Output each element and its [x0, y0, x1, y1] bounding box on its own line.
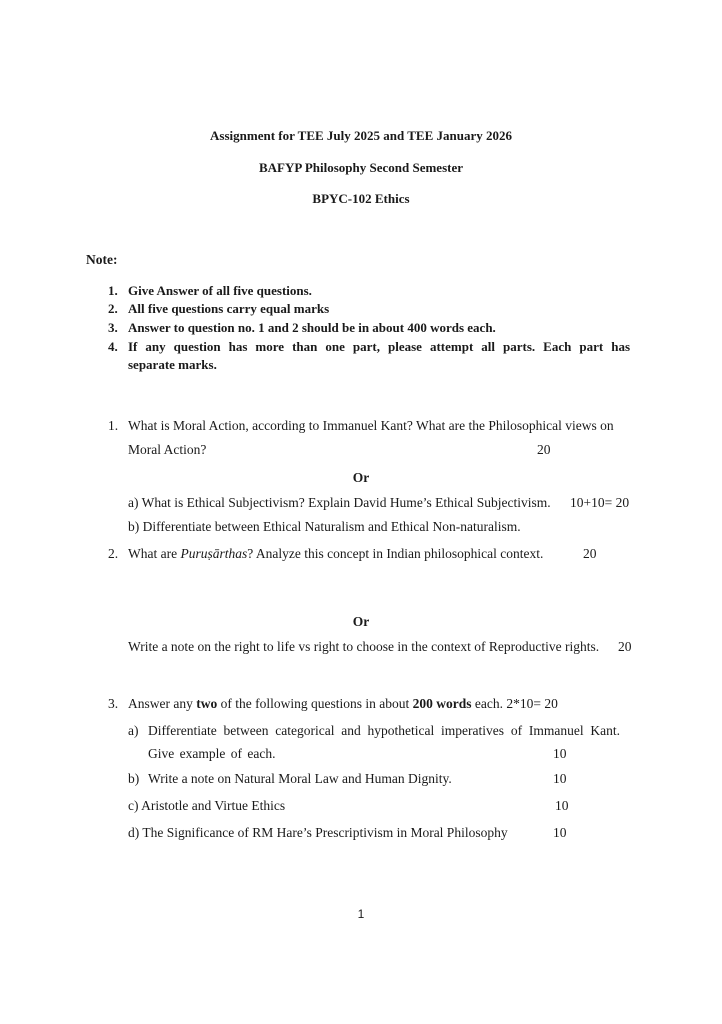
note-item-number: 4.	[108, 339, 118, 354]
note-item-text: Give Answer of all five questions.	[128, 283, 312, 298]
question-1-alt-a-marks: 10+10= 20	[570, 495, 630, 510]
sub-question-label: a)	[128, 723, 139, 738]
or-separator: Or	[352, 470, 370, 485]
note-item-text-continued: separate marks.	[128, 357, 217, 372]
question-3-emphasis-words: 200 words	[412, 696, 472, 711]
sub-question-d-marks: 10	[553, 825, 567, 840]
page-number: 1	[357, 907, 365, 921]
sub-question-d-text: d) The Significance of RM Hare’s Prescriptivism in Moral Philosophy	[128, 825, 508, 840]
question-3-post: each. 2*10= 20	[471, 696, 558, 711]
question-1-alt-b: b) Differentiate between Ethical Naturalism and Ethical Non-naturalism.	[128, 519, 521, 534]
question-1-text: What is Moral Action, according to Immanuel Kant? What are the Philosophical views on	[128, 418, 614, 433]
question-3-pre: Answer any	[128, 696, 197, 711]
question-1-marks: 20	[537, 442, 551, 457]
sub-question-a-text-continued: Give example of each.	[148, 746, 276, 761]
question-2-text	[128, 546, 543, 562]
question-3-text	[128, 696, 558, 712]
question-2-post: ? Analyze this concept in Indian philosophical context.	[247, 546, 544, 561]
note-label: Note:	[86, 252, 118, 267]
note-item-text: If any question has more than one part, please attempt all parts. Each part has	[128, 339, 630, 354]
question-3-emphasis-count: two	[196, 696, 218, 711]
question-2-alt-marks: 20	[618, 639, 632, 654]
note-item-number: 1.	[108, 283, 118, 298]
sub-question-label: b)	[128, 771, 140, 786]
question-1-alt-a: a) What is Ethical Subjectivism? Explain David Hume’s Ethical Subjectivism.	[128, 495, 551, 510]
sub-question-b-marks: 10	[553, 771, 567, 786]
question-number: 1.	[108, 418, 119, 433]
note-item-text: All five questions carry equal marks	[128, 301, 330, 316]
note-item-number: 2.	[108, 301, 118, 316]
sub-question-a-marks: 10	[553, 746, 567, 761]
question-2-term: Puruṣārthas	[180, 546, 248, 561]
note-item-number: 3.	[108, 320, 118, 335]
question-number: 3.	[108, 696, 119, 711]
program-name: BAFYP Philosophy Second Semester	[258, 160, 464, 175]
sub-question-c-text: c) Aristotle and Virtue Ethics	[128, 798, 286, 813]
sub-question-a-text: Differentiate between categorical and hypothetical imperatives of Immanuel Kant.	[148, 723, 620, 738]
question-number: 2.	[108, 546, 119, 561]
note-item-text: Answer to question no. 1 and 2 should be in about 400 words each.	[128, 320, 496, 335]
question-2-marks: 20	[583, 546, 597, 561]
question-3-mid: of the following questions in about	[217, 696, 413, 711]
sub-question-b-text: Write a note on Natural Moral Law and Human Dignity.	[148, 771, 452, 786]
course-code: BPYC-102 Ethics	[312, 191, 410, 206]
document-title: Assignment for TEE July 2025 and TEE January 2026	[210, 128, 512, 143]
sub-question-c-marks: 10	[555, 798, 569, 813]
question-1-text-continued: Moral Action?	[128, 442, 207, 457]
or-separator: Or	[352, 614, 370, 629]
question-2-alt: Write a note on the right to life vs right to choose in the context of Reproductive rights.	[128, 639, 600, 654]
question-2-pre: What are	[128, 546, 181, 561]
